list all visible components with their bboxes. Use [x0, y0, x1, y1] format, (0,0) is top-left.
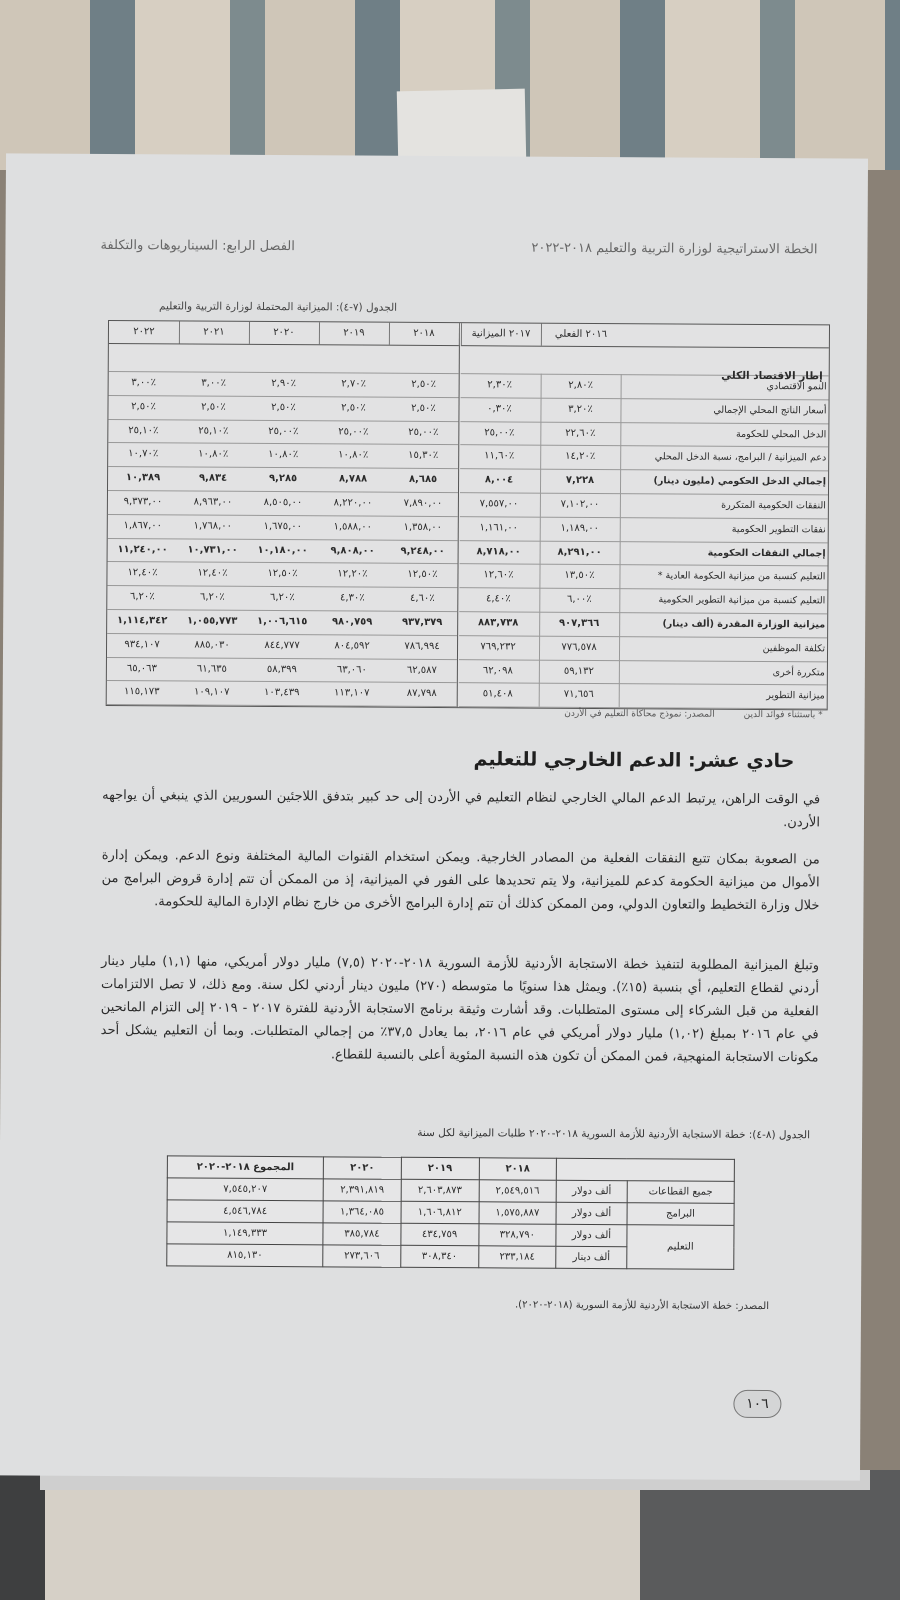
table-row: [107, 657, 457, 684]
value-cell: ١٠,١٨٠,٠٠: [257, 544, 308, 556]
value-cell: ٨٨٥,٠٣٠: [194, 639, 230, 651]
table-row: [459, 683, 827, 710]
value-cell: ٤,٥٤٦,٧٨٤: [167, 1200, 323, 1223]
value-cell: ١,٧٦٨,٠٠: [193, 520, 233, 532]
value-cell: ٢٥,١٠٪: [198, 425, 229, 437]
table2-caption: الجدول (٨-٤): خطة الاستجابة الأردنية للأزمة السورية ٢٠١٨-٢٠٢٠ طلبات الميزانية لكل سنة: [417, 1126, 811, 1142]
row-label: النمو الاقتصادي: [621, 374, 831, 399]
value-cell: ٦٣,٠٦٠: [336, 664, 367, 676]
value-cell: ٢,٦٠٣,٨٧٣: [401, 1179, 479, 1201]
table-row: [460, 492, 828, 519]
table-row: [459, 587, 827, 614]
table1-source: المصدر: نموذج محاكاة التعليم في الأردن: [564, 708, 715, 720]
value-cell: ٩٨٠,٧٥٩: [331, 616, 373, 628]
table2-source: المصدر: خطة الاستجابة الأردنية للأزمة السورية (٢٠١٨-٢٠٢٠).: [514, 1299, 770, 1313]
value-cell: ١٢,٥٠٪: [407, 569, 438, 581]
col-2022: ٢٠٢٢: [109, 321, 180, 343]
value-cell: ٦٢,٥٨٧: [406, 664, 437, 676]
value-cell: ٨٠٤,٥٩٢: [334, 640, 370, 652]
value-cell: ٠,٣٠٪: [487, 403, 512, 415]
value-cell: ٧٨٦,٩٩٤: [404, 640, 440, 652]
value-cell: ٣٢٨,٧٩٠: [478, 1224, 556, 1246]
value-cell: ٧,٢٢٨: [540, 469, 619, 493]
value-cell: ٦,٢٠٪: [269, 592, 295, 604]
value-cell: ٢٥,٠٠٪: [338, 426, 369, 438]
table-row: [108, 514, 458, 541]
value-cell: ١٢,٤٠٪: [127, 567, 158, 579]
value-cell: ٢٥,٠٠٪: [268, 425, 299, 437]
value-cell: ١,٦٧٥,٠٠: [263, 520, 303, 532]
value-cell: ١,٣٥٨,٠٠: [403, 521, 443, 533]
table-row: [108, 442, 458, 469]
actuals-columns: [459, 323, 829, 709]
value-cell: ١,١١٤,٣٤٢: [116, 615, 168, 627]
paragraph-1: في الوقت الراهن، يرتبط الدعم المالي الخارجي لنظام التعليم في الأردن إلى حد كبير بتدفق اللاجئين السوريين الذي ينبغي أن يواجهه الأردن.: [102, 787, 821, 831]
value-cell: ٩٣٤,١٠٧: [124, 638, 160, 651]
value-cell: ٨٨٣,٧٣٨: [477, 617, 519, 629]
value-cell: ٧٧٦,٥٧٨: [539, 635, 618, 659]
row-label: التعليم كنسبة من ميزانية التطوير الحكومية: [619, 588, 829, 613]
table1-footnote: * باستثناء فوائد الدين: [743, 709, 823, 721]
row-label: أسعار الناتج المحلي الإجمالي: [620, 398, 830, 423]
value-cell: ٧,١٠٢,٠٠: [540, 493, 619, 517]
table-row: [460, 468, 828, 495]
document-page: [0, 153, 868, 1480]
value-cell: ١٠,٣٨٩: [125, 472, 161, 484]
unit-label: ألف دولار: [556, 1202, 627, 1224]
value-cell: ٨,٧٨٨: [338, 473, 368, 485]
value-cell: ٩,٨٠٨,٠٠: [330, 544, 375, 557]
value-cell: ٢,٥٠٪: [341, 402, 366, 414]
row-label: التعليم كنسبة من ميزانية الحكومة العادية *: [619, 565, 829, 590]
t2-col-total: المجموع ٢٠١٨-٢٠٢٠: [167, 1156, 323, 1179]
table2-corner: [556, 1158, 734, 1181]
value-cell: ١٠,٧٠٪: [128, 448, 159, 460]
table-row: [459, 635, 827, 662]
chapter-header: الفصل الرابع: السيناريوهات والتكلفة: [100, 237, 295, 255]
row-label: متكررة أخرى: [619, 660, 829, 685]
value-cell: ٤,٤٠٪: [485, 593, 511, 605]
value-cell: ٢٥,٠٠٪: [408, 426, 439, 438]
value-cell: ٥٩,١٣٢: [539, 659, 618, 683]
value-cell: ١١,٦٠٪: [484, 450, 515, 462]
table-row: [460, 421, 828, 448]
value-cell: ٩,٣٧٣,٠٠: [123, 496, 163, 508]
row-label: ميزانية التطوير: [619, 684, 829, 709]
value-cell: ١,١٤٩,٣٣٣: [167, 1222, 323, 1245]
table-row: [460, 445, 828, 472]
value-cell: ٢,٥٠٪: [411, 378, 437, 391]
paragraph-3: وتبلغ الميزانية المطلوبة لتنفيذ خطة الاستجابة الأردنية للأزمة السورية ٢٠١٨-٢٠٢٠ (٧,٥) مليار دولار أمريكي، منها (١,١) مليار دينار أردني لقطاع التعليم، أي بنسبة (١٥٪). ويمثل هذا سنويًا ما متوسطه (٢٧٠) مليون دينار أردني لكل سنة. ومع ذلك، لا تصل الالتزامات الفعلية من قبل الشركاء إلى مستوى المتطلبات. وقد أشارت وثيقة برنامج الاستجابة الأردنية للفترة ٢٠١٧ - ٢٠١٩ إلى التزام المانحين في عام ٢٠١٦ بمبلغ (١,٠٢) مليار دولار أمريكي في عام ٢٠١٦، بما يعادل ٣٧,٥٪ من إجمالي المتطلبات. وبما أن التعليم يشكل أحد مكونات الاستجابة المنهجية، فمن الممكن أن تكون هذه النسبة المئوية أعلى بالنسبة للقطاع.: [100, 953, 820, 1066]
response-plan-table: [166, 1155, 735, 1269]
col-2017-budget: ٢٠١٧ الميزانية: [461, 323, 540, 345]
value-cell: ١,٣٦٤,٠٨٥: [323, 1201, 401, 1223]
value-cell: ٢,٥٠٪: [201, 401, 226, 413]
macro-framework-label: إطار الاقتصاد الكلي: [721, 369, 823, 383]
row-label: تكلفة الموظفين: [619, 636, 829, 661]
value-cell: ١,٥٧٥,٨٨٧: [479, 1202, 557, 1224]
table-row: [107, 561, 457, 588]
value-cell: ٢,٥٠٪: [131, 400, 156, 413]
value-cell: ٦,٢٠٪: [129, 591, 155, 603]
unit-label: ألف دولار: [556, 1180, 627, 1202]
table-row: [460, 397, 828, 424]
value-cell: ١٠,٨٠٪: [198, 448, 229, 461]
value-cell: ١٠,٨٠٪: [268, 449, 299, 461]
value-cell: ٢,٥٠٪: [411, 402, 436, 414]
projection-gap-row: [109, 343, 459, 374]
row-label: إجمالي الدخل الحكومي (مليون دينار): [620, 469, 830, 494]
table-row: [108, 538, 458, 565]
value-cell: ٨,٩٦٣,٠٠: [193, 496, 233, 508]
paragraph-2: من الصعوبة بمكان تتبع النفقات الفعلية من المصادر الخارجية. ويمكن استخدام القنوات المالية المختلفة ونوع الدعم. ويمكن إدارة الأموال من ميزانية الحكومة كدعم للميزانية، ولا يتم تحديدها على الفور في الميزانية، إذ من الممكن أن تتم إدارة قروض البرامج من خلال وزارة التخطيط والتعاون الدولي، ومن الممكن كذلك أن تتم إدارة البرامج الأخرى من خارج نظام الإدارة المالية للحكومة.: [101, 847, 820, 914]
value-cell: ١١٣,١٠٧: [334, 687, 370, 700]
value-cell: ٢٣٣,١٨٤: [478, 1246, 556, 1268]
table-row: [460, 516, 828, 543]
row-label: ميزانية الوزارة المقدرة (ألف دينار): [619, 612, 829, 637]
value-cell: ١٢,٤٠٪: [197, 567, 228, 580]
value-cell: ٦٥,٠٦٣: [126, 662, 157, 674]
value-cell: ٩٠٧,٣٦٦: [539, 612, 618, 636]
value-cell: ٨,٧١٨,٠٠: [476, 545, 521, 558]
value-cell: ١٢,٢٠٪: [337, 568, 368, 580]
plan-header: الخطة الاستراتيجية لوزارة التربية والتعليم ٢٠١٨-٢٠٢٢: [531, 240, 818, 258]
table-row: [460, 540, 828, 567]
value-cell: ١,٨٦٧,٠٠: [123, 519, 163, 532]
value-cell: ٧١,٦٥٦: [539, 683, 618, 707]
col-2016-actual: ٢٠١٦ الفعلي: [541, 324, 620, 346]
value-cell: ٢٥,٠٠٪: [484, 426, 515, 439]
row-label: نفقات التطوير الحكومية: [620, 517, 830, 542]
value-cell: ٩٣٧,٣٧٩: [401, 616, 443, 629]
value-cell: ٣,٢٠٪: [540, 397, 619, 421]
value-cell: ٦١,٦٣٥: [196, 663, 227, 675]
value-cell: ١٠,٨٠٪: [338, 449, 369, 461]
value-cell: ١١٥,١٧٣: [124, 686, 160, 698]
value-cell: ٢,٨٠٪: [541, 374, 620, 398]
value-cell: ١,١٦١,٠٠: [479, 522, 519, 534]
value-cell: ٤,٣٠٪: [339, 592, 365, 604]
value-cell: ٢٢,٦٠٪: [540, 421, 619, 445]
unit-label: ألف دينار: [556, 1246, 627, 1268]
value-cell: ٣,٠٠٪: [131, 377, 157, 389]
value-cell: ١,٥٨٨,٠٠: [333, 521, 373, 533]
table-row: [459, 611, 827, 638]
table-row: [108, 490, 458, 517]
value-cell: ١١,٢٤٠,٠٠: [117, 543, 168, 555]
value-cell: ٧,٥٤٥,٢٠٧: [167, 1178, 323, 1201]
group-label: التعليم: [627, 1225, 734, 1270]
table-row: [107, 585, 457, 612]
value-cell: ٨,٢٩١,٠٠: [540, 540, 619, 564]
table-row: [107, 633, 457, 660]
value-cell: ٩,٨٣٤: [198, 472, 228, 484]
col-2020: ٢٠٢٠: [249, 322, 320, 344]
value-cell: ٩,٢٤٨,٠٠: [400, 545, 445, 557]
row-label: النفقات الحكومية المتكررة: [620, 493, 830, 518]
value-cell: ٩,٢٨٥: [268, 473, 298, 485]
value-cell: ٥١,٤٠٨: [482, 688, 513, 700]
t2-col-2019: ٢٠١٩: [401, 1157, 479, 1179]
value-cell: ٨,٥٠٥,٠٠: [263, 496, 303, 509]
page-number: ١٠٦: [733, 1390, 781, 1418]
value-cell: ٨٤٤,٧٧٧: [264, 639, 300, 651]
value-cell: ١,٦٠٦,٨١٢: [401, 1201, 479, 1223]
col-2019: ٢٠١٩: [319, 322, 390, 344]
unit-label: ألف دولار: [556, 1224, 627, 1246]
value-cell: ٦,٢٠٪: [199, 591, 225, 603]
value-cell: ٦,٠٠٪: [539, 588, 618, 612]
table-row: [108, 466, 458, 493]
table-row: [109, 371, 459, 398]
row-label: دعم الميزانية / البرامج، نسبة الدخل المحلي: [620, 446, 830, 471]
value-cell: ١٠,٧٣١,٠٠: [187, 544, 238, 556]
value-cell: ٧,٨٩٠,٠٠: [403, 497, 443, 510]
section-title: حادي عشر: الدعم الخارجي للتعليم: [473, 748, 795, 773]
value-cell: ١٤,٢٠٪: [540, 445, 619, 469]
table-row: [107, 609, 457, 636]
value-cell: ٨,٦٨٥: [408, 474, 438, 486]
value-cell: ١٠٩,١٠٧: [194, 686, 230, 699]
value-cell: ٢,٧٠٪: [341, 378, 367, 390]
value-cell: ٢٥,١٠٪: [128, 424, 159, 436]
t2-col-2020: ٢٠٢٠: [323, 1157, 401, 1179]
table1-caption: الجدول (٧-٤): الميزانية المحتملة لوزارة التربية والتعليم: [158, 300, 398, 314]
budget-table: [106, 320, 830, 710]
group-label: جميع القطاعات: [627, 1181, 734, 1204]
table-row: [459, 564, 827, 591]
value-cell: ٢,٥٤٩,٥١٦: [479, 1180, 557, 1202]
value-cell: ١٢,٦٠٪: [483, 569, 514, 581]
table-row: [459, 659, 827, 686]
value-cell: ١٢,٥٠٪: [267, 568, 298, 580]
value-cell: ٣٨٥,٧٨٤: [323, 1223, 401, 1245]
value-cell: ٨١٥,١٣٠: [167, 1244, 323, 1267]
table-row: [461, 373, 829, 400]
group-label: البرامج: [627, 1203, 734, 1226]
value-cell: ٨,٠٠٤: [484, 474, 514, 486]
value-cell: ٣,٠٠٪: [201, 377, 227, 389]
value-cell: ٧,٥٥٧,٠٠: [479, 498, 519, 510]
value-cell: ٧٦٩,٢٣٢: [480, 641, 516, 653]
value-cell: ٤٣٤,٧٥٩: [401, 1223, 479, 1245]
value-cell: ٨,٢٢٠,٠٠: [333, 497, 373, 509]
table-row: [108, 419, 458, 446]
col-2021: ٢٠٢١: [179, 321, 250, 343]
value-cell: ٢,٥٠٪: [271, 401, 296, 413]
value-cell: ٢,٣٩١,٨١٩: [323, 1179, 401, 1201]
value-cell: ١,٠٥٥,٧٧٣: [186, 615, 238, 627]
value-cell: ١٣,٥٠٪: [539, 564, 618, 588]
value-cell: ٢,٣٠٪: [487, 379, 513, 391]
value-cell: ٥٨,٣٩٩: [266, 663, 297, 675]
value-cell: ١٥,٣٠٪: [408, 450, 439, 462]
value-cell: ١٠٣,٤٣٩: [264, 687, 300, 699]
value-cell: ٣٠٨,٣٤٠: [401, 1245, 479, 1267]
row-label: إجمالي النفقات الحكومية: [620, 541, 830, 566]
value-cell: ١,١٨٩,٠٠: [540, 516, 619, 540]
value-cell: ٤,٦٠٪: [409, 593, 435, 605]
value-cell: ٦٢,٠٩٨: [482, 664, 513, 677]
row-label: الدخل المحلي للحكومة: [620, 422, 830, 447]
t2-col-2018: ٢٠١٨: [479, 1158, 557, 1180]
value-cell: ٨٧,٧٩٨: [406, 688, 437, 700]
table-row: [108, 395, 458, 422]
projection-columns: [107, 321, 460, 707]
table-row: [107, 680, 457, 707]
col-2018: ٢٠١٨: [389, 323, 460, 345]
value-cell: ١,٠٠٦,٦١٥: [256, 615, 308, 628]
value-cell: ٢٧٣,٦٠٦: [323, 1245, 401, 1267]
value-cell: ٢,٩٠٪: [271, 378, 297, 390]
